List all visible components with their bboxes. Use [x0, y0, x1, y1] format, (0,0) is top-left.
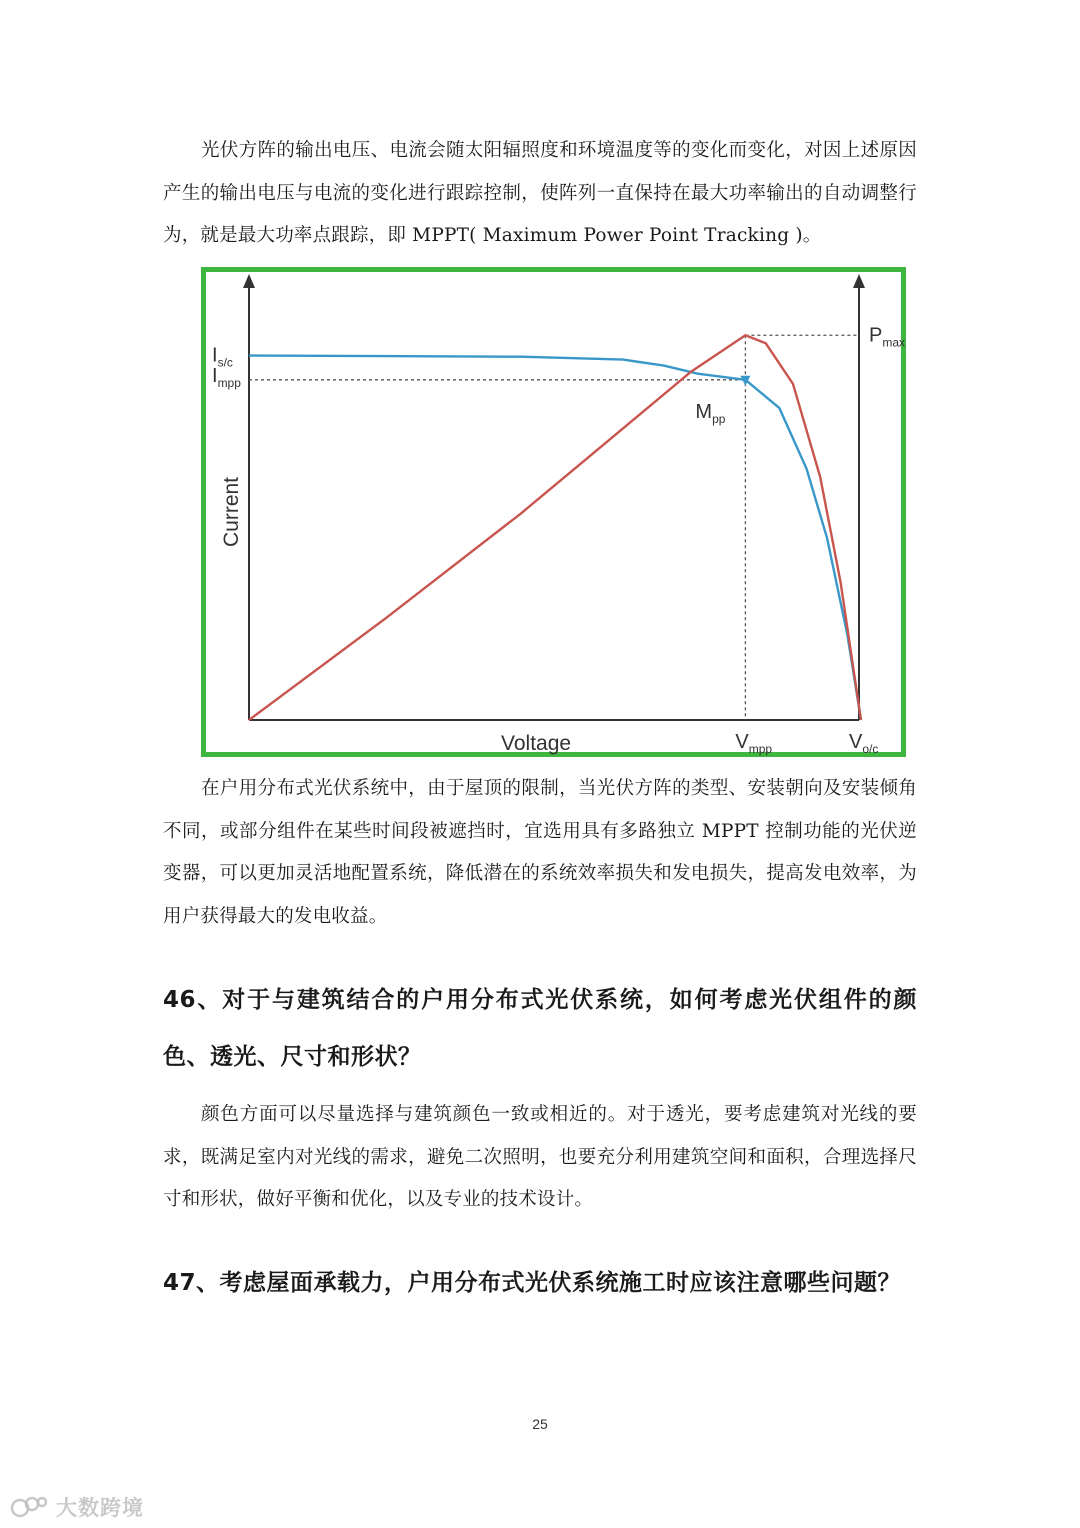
watermark-text: 大数跨境 — [56, 1496, 144, 1520]
mppt-iv-curve-figure — [201, 267, 906, 757]
watermark-logo-icon — [10, 1494, 50, 1520]
heading-question-46: 46、对于与建筑结合的户用分布式光伏系统，如何考虑光伏组件的颜色、透光、尺寸和形状？ — [163, 987, 917, 1070]
y-axis-label: Current — [220, 476, 243, 548]
mpp-point-label: $M_{pp}$ — [695, 400, 726, 426]
paragraph-multi-mppt-inverter: 在户用分布式光伏系统中，由于屋顶的限制，当光伏方阵的类型、安装朝向及安装倾角不同，或部分组件在某些时间段被遮挡时，宜选用具有多路独立 MPPT 控制功能的光伏逆变器，可以更加灵活地配置系统，降低潜在的系统效率损失和发电损失，提高发电效率，为用户获得最大的发电收益。 — [163, 778, 917, 927]
x-axis-label: Voltage — [501, 732, 572, 755]
isc-tick-label: $I_{s/c}$ — [212, 344, 233, 370]
y-axis-arrow-icon — [243, 274, 255, 288]
vmpp-tick-label: $V_{mpp}$ — [735, 731, 773, 756]
mpp-marker-icon — [740, 376, 750, 386]
pmax-label: $P_{max}$ — [869, 324, 906, 350]
current-curve — [249, 356, 861, 721]
impp-tick-label: $I_{mpp}$ — [212, 364, 241, 390]
watermark — [10, 1492, 144, 1522]
power-curve — [249, 335, 861, 720]
heading-question-47: 47、考虑屋面承载力，户用分布式光伏系统施工时应该注意哪些问题？ — [163, 1270, 902, 1296]
iv-pv-chart — [206, 272, 906, 756]
power-axis-arrow-icon — [853, 274, 865, 288]
paragraph-answer-46: 颜色方面可以尽量选择与建筑颜色一致或相近的。对于透光，要考虑建筑对光线的要求，既满足室内对光线的需求，避免二次照明，也要充分利用建筑空间和面积，合理选择尺寸和形状，做好平衡和优化，以及专业的技术设计。 — [163, 1104, 917, 1210]
page-number: 25 — [532, 1416, 548, 1432]
paragraph-mppt-definition: 光伏方阵的输出电压、电流会随太阳辐照度和环境温度等的变化而变化，对因上述原因产生的输出电压与电流的变化进行跟踪控制，使阵列一直保持在最大功率输出的自动调整行为，就是最大功率点跟踪，即 MPPT( Maximum Power Point Tracking )。 — [163, 140, 917, 246]
voc-tick-label: $V_{o/c}$ — [849, 731, 879, 756]
